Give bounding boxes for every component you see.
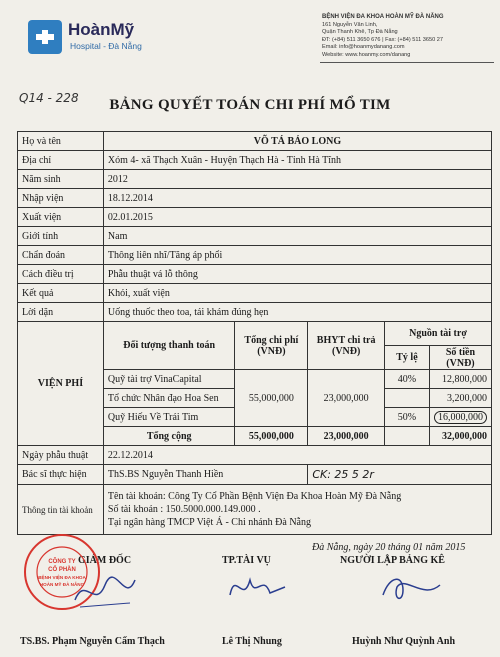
row-value: Xóm 4- xã Thạch Xuân - Huyện Thạch Hà - Tỉnh Hà Tĩnh — [103, 151, 491, 170]
info-row — [18, 208, 492, 227]
info-row — [18, 227, 492, 246]
col-source-header: Nguồn tài trợ — [384, 322, 491, 346]
fees-section-label: VIỆN PHÍ — [18, 322, 104, 446]
accountant-signature-icon — [225, 565, 290, 610]
signer-title: TP.TÀI VỤ — [222, 555, 271, 566]
account-line: Tên tài khoản: Công Ty Cổ Phần Bệnh Viện Đa Khoa Hoàn Mỹ Đà Nẵng — [107, 491, 402, 502]
sum-label: Tổng cộng — [103, 427, 235, 446]
signer-title: GIÁM ĐỐC — [78, 555, 132, 566]
row-value: 2012 — [103, 170, 491, 189]
info-row — [18, 170, 492, 189]
row-label: Giới tính — [18, 227, 104, 246]
sum-amount: 32,000,000 — [429, 427, 491, 446]
surgery-row — [18, 446, 492, 465]
row-label: Thông tin tài khoản — [18, 485, 104, 535]
col-bhyt-header: BHYT chi trả (VNĐ) — [308, 322, 385, 370]
sum-bhyt: 23,000,000 — [308, 427, 385, 446]
row-value: Phẫu thuật vá lỗ thông — [103, 265, 491, 284]
row-label: Địa chỉ — [18, 151, 104, 170]
row-label: Kết quả — [18, 284, 104, 303]
col-object-header: Đối tượng thanh toán — [103, 322, 235, 370]
header-divider — [320, 62, 494, 63]
stamp-text: CỔ PHẦN — [48, 567, 76, 573]
handwritten-note: CK: 25 5 2r — [308, 465, 492, 485]
signer-name: Lê Thị Nhung — [222, 636, 282, 647]
row-label: Chẩn đoán — [18, 246, 104, 265]
cross-icon — [34, 29, 56, 45]
address-line: BỆNH VIỆN ĐA KHOA HOÀN MỸ ĐÀ NẴNG — [322, 14, 444, 20]
row-label: Xuất viện — [18, 208, 104, 227]
info-row — [18, 284, 492, 303]
signer-name: TS.BS. Phạm Nguyễn Cẩm Thạch — [20, 636, 165, 647]
stamp-text: CÔNG TY — [48, 559, 76, 565]
row-value: Uống thuốc theo toa, tái khám đúng hẹn — [103, 303, 491, 322]
address-line: ĐT: (+84) 511 3650 676 | Fax: (+84) 511 3650 27 — [322, 36, 443, 43]
logo-subtitle: Hospital - Đà Nẵng — [70, 41, 142, 51]
doctor-row — [18, 465, 492, 485]
account-line: Tại ngân hàng TMCP Việt Á - Chi nhánh Đà Nẵng — [107, 517, 311, 528]
row-value: 18.12.2014 — [103, 189, 491, 208]
row-label: Họ và tên — [18, 132, 104, 151]
row-label: Bác sĩ thực hiện — [18, 465, 104, 485]
bhyt-amount: 23,000,000 — [308, 370, 385, 427]
signer-name: Huỳnh Như Quỳnh Anh — [352, 636, 456, 647]
info-row — [18, 303, 492, 322]
account-info — [103, 485, 491, 535]
stamp-text: HOÀN MỸ ĐÀ NẴNG — [39, 582, 85, 587]
address-line: Website: www.hoanmy.com/danang — [322, 51, 411, 58]
sponsor-rate: 40% — [384, 370, 429, 389]
col-rate-header: Tỷ lệ — [384, 346, 429, 370]
doctor-name: ThS.BS Nguyễn Thanh Hiền — [103, 465, 307, 485]
sponsor-amount: 3,200,000 — [429, 389, 491, 408]
row-value: 02.01.2015 — [103, 208, 491, 227]
place-date: Đà Nẵng, ngày 20 tháng 01 năm 2015 — [312, 542, 466, 553]
row-label: Ngày phẫu thuật — [18, 446, 104, 465]
row-label: Năm sinh — [18, 170, 104, 189]
handwritten-code: Q14 - 228 — [19, 91, 79, 105]
row-label: Nhập viện — [18, 189, 104, 208]
row-label: Lời dặn — [18, 303, 104, 322]
preparer-signature-icon — [375, 565, 445, 610]
sponsor-name: Quỹ Hiếu Về Trái Tim — [103, 408, 235, 427]
col-total-header: Tổng chi phí (VNĐ) — [235, 322, 308, 370]
fees-header-row — [18, 322, 492, 346]
signer-title: NGƯỜI LẬP BẢNG KÊ — [340, 555, 445, 566]
sponsor-name: Tổ chức Nhân đạo Hoa Sen — [103, 389, 235, 408]
hospital-address — [322, 14, 494, 60]
info-row — [18, 132, 492, 151]
row-value: Khỏi, xuất viện — [103, 284, 491, 303]
sponsor-rate — [384, 389, 429, 408]
info-row — [18, 151, 492, 170]
account-line: Số tài khoản : 150.5000.000.149.000 . — [107, 504, 261, 515]
patient-name: VÕ TÁ BẢO LONG — [103, 132, 491, 151]
total-cost: 55,000,000 — [235, 370, 308, 427]
sponsor-rate: 50% — [384, 408, 429, 427]
info-row — [18, 246, 492, 265]
account-row — [18, 485, 492, 535]
director-signature-icon — [70, 565, 140, 615]
row-label: Cách điều trị — [18, 265, 104, 284]
sponsor-amount: 12,800,000 — [429, 370, 491, 389]
row-value: Nam — [103, 227, 491, 246]
sum-total: 55,000,000 — [235, 427, 308, 446]
stamp-text: BỆNH VIỆN ĐA KHOA — [38, 575, 86, 580]
info-row — [18, 265, 492, 284]
settlement-table — [17, 131, 492, 535]
info-row — [18, 189, 492, 208]
surgery-date: 22.12.2014 — [103, 446, 491, 465]
circled-amount: 16,000,000 — [434, 411, 487, 424]
sponsor-name: Quỹ tài trợ VinaCapital — [103, 370, 235, 389]
address-line: 161 Nguyễn Văn Linh, — [322, 21, 378, 28]
logo-name: HoànMỹ — [68, 20, 135, 39]
row-value: Thông liên nhĩ/Tăng áp phổi — [103, 246, 491, 265]
address-line: Email: info@hoanmydanang.com — [322, 44, 405, 51]
col-amount-header: Số tiền (VNĐ) — [429, 346, 491, 370]
address-line: Quận Thanh Khê, Tp Đà Nẵng — [322, 29, 398, 36]
document-title: BẢNG QUYẾT TOÁN CHI PHÍ MỔ TIM — [109, 97, 391, 113]
